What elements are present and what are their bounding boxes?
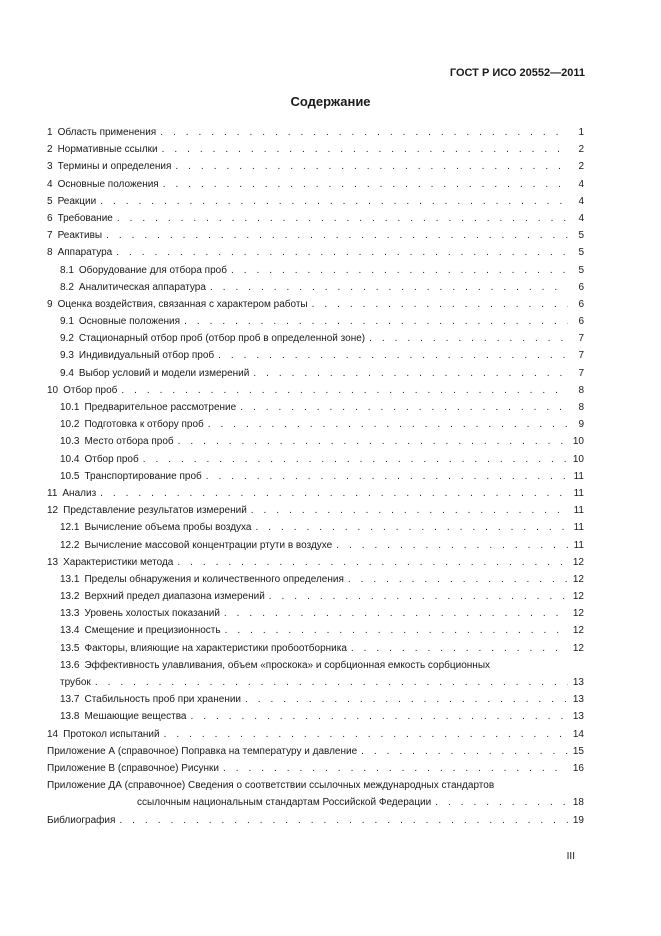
page-title: Содержание <box>290 94 371 109</box>
toc-entry[interactable] <box>47 571 584 588</box>
toc-entry[interactable] <box>47 193 584 210</box>
toc-entry-page: 8 <box>578 402 584 413</box>
toc-entry-title: Нормативные ссылки <box>57 144 158 156</box>
toc-leader-dots <box>312 296 568 313</box>
toc-entry-line <box>60 657 584 674</box>
toc-entry[interactable] <box>47 382 584 399</box>
toc-entry-number: 11 <box>47 487 58 499</box>
toc-entry-page: 11 <box>573 505 584 517</box>
toc-entry-page: 13 <box>572 711 584 723</box>
toc-entry-title: Верхний предел диапазона измерений <box>84 591 265 603</box>
document-id: ГОСТ Р ИСО 20552—2011 <box>449 67 585 79</box>
toc-entry-title: Реакции <box>57 195 97 207</box>
toc-entry-number: 12.2 <box>60 539 80 551</box>
toc-entry-page: 2 <box>578 161 584 173</box>
toc-entry[interactable] <box>47 485 584 502</box>
toc-leader-dots <box>164 726 568 743</box>
toc-entry-title: Эффективность улавливания, объем «проскока» и сорбционная емкость сорбционных <box>84 659 491 671</box>
toc-entry-page: 10 <box>572 453 584 465</box>
toc-entry-page: 4 <box>578 195 584 207</box>
toc-leader-dots <box>117 210 568 227</box>
toc-entry[interactable] <box>47 416 584 433</box>
toc-entry[interactable] <box>47 657 584 691</box>
toc-entry-number: 13 <box>47 556 59 568</box>
toc-entry-number: 10.3 <box>60 436 80 448</box>
toc-entry-page: 9 <box>578 419 584 431</box>
toc-entry-number: 10.5 <box>60 470 80 482</box>
toc-entry-line[interactable] <box>47 794 584 811</box>
toc-entry[interactable] <box>47 726 584 743</box>
toc-leader-dots <box>245 691 568 708</box>
toc-entry-page: 11 <box>573 487 584 499</box>
toc-entry-title-cont: ссылочным национальным стандартам Российской Федерации <box>137 797 432 809</box>
toc-entry-number: 10.1 <box>60 402 80 413</box>
toc-leader-dots <box>121 382 568 399</box>
toc-entry-page: 12 <box>572 556 584 568</box>
toc-entry-page: 7 <box>578 367 584 379</box>
toc-entry-title: Вычисление объема пробы воздуха <box>84 522 252 534</box>
toc-entry-title: Транспортирование проб <box>84 470 202 482</box>
toc-leader-dots <box>119 812 568 829</box>
toc-leader-dots <box>435 794 568 811</box>
toc-entry-page: 5 <box>578 230 584 242</box>
toc-entry[interactable] <box>47 296 584 313</box>
toc-entry-title: Предварительное рассмотрение <box>84 402 237 413</box>
toc-entry-page: 10 <box>572 436 584 448</box>
toc-leader-dots <box>336 537 568 554</box>
toc-entry-number: 10 <box>47 384 59 396</box>
toc-entry-page: 12 <box>572 642 584 654</box>
toc-entry[interactable] <box>47 605 584 622</box>
toc-entry-number: 13.7 <box>60 694 80 706</box>
toc-entry-title: Реактивы <box>57 230 103 242</box>
toc-entry[interactable] <box>47 691 584 708</box>
toc-bibliography[interactable] <box>47 812 584 829</box>
toc-entry-number: 9.3 <box>60 350 74 362</box>
toc-entry[interactable] <box>47 347 584 364</box>
toc-entry-title: Отбор проб <box>84 453 139 465</box>
toc-entry-number: 13.5 <box>60 642 80 654</box>
toc-leader-dots <box>251 502 568 519</box>
toc-entry[interactable] <box>47 640 584 657</box>
toc-entry[interactable] <box>47 708 584 725</box>
toc-leader-dots <box>178 433 568 450</box>
toc-leader-dots <box>160 124 568 141</box>
toc-entry[interactable] <box>47 433 584 450</box>
toc-entry[interactable] <box>47 210 584 227</box>
toc-entry-page: 13 <box>572 694 584 706</box>
toc-leader-dots <box>210 279 568 296</box>
toc-leader-dots <box>369 330 568 347</box>
toc-leader-dots <box>191 708 569 725</box>
page-number: III <box>566 851 575 862</box>
toc-entry[interactable] <box>47 244 584 261</box>
toc-entry-page: 12 <box>572 573 584 585</box>
toc-entry-title: Протокол испытаний <box>63 728 160 740</box>
toc-leader-dots <box>184 313 568 330</box>
toc-entry-number: 13.8 <box>60 711 80 723</box>
toc-leader-dots <box>223 760 568 777</box>
toc-entry-page: 1 <box>578 127 584 138</box>
toc-entry-title: Представление результатов измерений <box>63 505 247 517</box>
toc-entry-number: 10.4 <box>60 453 80 465</box>
toc-leader-dots <box>177 554 568 571</box>
toc-entry-page: 4 <box>578 178 584 190</box>
toc-entry-title: Характеристики метода <box>63 556 174 568</box>
toc-entry-number: 1 <box>47 127 53 138</box>
toc-entry[interactable] <box>47 554 584 571</box>
toc-entry-title-cont: трубок <box>60 677 91 688</box>
toc-entry[interactable] <box>47 399 584 416</box>
toc-leader-dots <box>253 365 568 382</box>
toc-entry-number: 13.2 <box>60 591 80 603</box>
toc-leader-dots <box>240 399 568 416</box>
toc-entry[interactable] <box>47 227 584 244</box>
toc-leader-dots <box>206 468 568 485</box>
toc-entry-page: 7 <box>578 333 584 345</box>
toc-entry-line <box>60 674 584 691</box>
toc-entry-title: Мешающие вещества <box>84 711 187 723</box>
toc-entry-page: 14 <box>572 728 584 740</box>
toc-entry-number: 8.1 <box>60 264 74 276</box>
toc-leader-dots <box>361 743 568 760</box>
toc-entry-title: Стабильность проб при хранении <box>84 694 242 706</box>
toc-entry-number: 9.1 <box>60 316 74 328</box>
toc-entry-title: Анализ <box>62 487 97 499</box>
toc-entry-page: 12 <box>572 608 584 620</box>
toc-leader-dots <box>351 640 568 657</box>
toc-entry-page: 16 <box>572 762 584 774</box>
toc-entry-title: Аналитическая аппаратура <box>78 281 206 293</box>
toc-entry[interactable] <box>47 313 584 330</box>
toc-entry-title: Выбор условий и модели измерений <box>78 367 250 379</box>
toc-entry-page: 5 <box>578 264 584 276</box>
toc-leader-dots <box>224 605 568 622</box>
toc-entry-page: 6 <box>578 316 584 328</box>
toc-entry-title: Подготовка к отбору проб <box>84 419 204 431</box>
toc-entry-title: Основные положения <box>57 178 159 190</box>
toc-entry[interactable] <box>47 124 584 141</box>
toc-entry-number: 12 <box>47 505 59 517</box>
toc-entry-page: 7 <box>578 350 584 362</box>
toc-entry-title: Оборудование для отбора проб <box>78 264 227 276</box>
toc-leader-dots <box>231 262 568 279</box>
toc-entry-number: 14 <box>47 728 59 740</box>
toc-entry-number: 13.4 <box>60 625 80 637</box>
toc-entry-title: Смещение и прецизионность <box>84 625 221 637</box>
toc-entry-page: 11 <box>573 470 584 482</box>
toc-entry[interactable] <box>47 262 584 279</box>
toc-entry-number: 8 <box>47 247 53 259</box>
toc-entry[interactable] <box>47 141 584 158</box>
toc-entry-number: 7 <box>47 230 53 242</box>
toc-entry-title: Библиография <box>47 814 116 826</box>
toc-entry-number: 8.2 <box>60 281 74 293</box>
toc-leader-dots <box>100 193 568 210</box>
toc-entry-title: Оценка воздействия, связанная с характером работы <box>57 298 308 310</box>
toc-leader-dots <box>116 244 568 261</box>
toc-leader-dots <box>163 176 568 193</box>
toc-entry-title: Вычисление массовой концентрации ртути в воздухе <box>84 539 333 551</box>
toc-entry-page: 11 <box>573 539 584 551</box>
toc-entry-number: 12.1 <box>60 522 80 534</box>
toc-entry-page: 12 <box>572 591 584 603</box>
toc-entry-number: 3 <box>47 161 53 173</box>
toc-leader-dots <box>95 674 568 691</box>
toc-entry-title: Термины и определения <box>57 161 172 173</box>
toc-entry-title: Приложение ДА (справочное) Сведения о соответствии ссылочных международных стандартов <box>47 780 495 792</box>
toc-entry-number: 13.1 <box>60 573 80 585</box>
toc-leader-dots <box>218 347 568 364</box>
toc-entry-page: 4 <box>578 212 584 224</box>
toc-entry[interactable] <box>47 622 584 639</box>
toc-entry-title: Требование <box>57 212 113 224</box>
toc-leader-dots <box>100 485 568 502</box>
toc-entry-page: 18 <box>572 797 584 809</box>
toc-entry-title: Основные положения <box>78 316 181 328</box>
toc-entry-title: Уровень холостых показаний <box>84 608 220 620</box>
toc-entry-number: 5 <box>47 195 53 207</box>
toc-entry-title: Область применения <box>57 127 157 138</box>
toc-entry[interactable] <box>47 330 584 347</box>
toc-entry[interactable] <box>47 158 584 175</box>
toc-entry-number: 13.6 <box>60 659 80 671</box>
toc-entry-title: Аппаратура <box>57 247 113 259</box>
toc-entry-page: 6 <box>578 298 584 310</box>
toc-entry-page: 15 <box>572 745 584 757</box>
toc-leader-dots <box>225 622 568 639</box>
toc-leader-dots <box>175 158 568 175</box>
toc-entry[interactable] <box>47 365 584 382</box>
toc-entry-title: Приложение А (справочное) Поправка на температуру и давление <box>47 745 358 757</box>
toc-entry[interactable] <box>47 279 584 296</box>
toc-entry-title: Место отбора проб <box>84 436 174 448</box>
toc-entry-number: 9.2 <box>60 333 74 345</box>
toc-entry-number: 13.3 <box>60 608 80 620</box>
toc-entry-page: 13 <box>572 677 584 688</box>
toc-entry[interactable] <box>47 519 584 536</box>
toc-entry[interactable] <box>47 588 584 605</box>
toc-entry-title: Стационарный отбор проб (отбор проб в определенной зоне) <box>78 333 366 345</box>
toc-entry-number: 9 <box>47 298 53 310</box>
toc-entry-page: 2 <box>578 144 584 156</box>
toc-leader-dots <box>348 571 568 588</box>
toc-entry-title: Пределы обнаружения и количественного определения <box>84 573 344 585</box>
toc-entry-number: 9.4 <box>60 367 74 379</box>
toc-entry-page: 8 <box>578 384 584 396</box>
toc-entry-number: 2 <box>47 144 53 156</box>
toc-entry[interactable] <box>47 468 584 485</box>
toc-entry[interactable] <box>47 760 584 777</box>
toc-entry-page: 11 <box>573 522 584 534</box>
toc-leader-dots <box>208 416 568 433</box>
toc-entry-title: Приложение В (справочное) Рисунки <box>47 762 219 774</box>
toc-entry-page: 19 <box>572 814 584 826</box>
toc-entry-title: Индивидуальный отбор проб <box>78 350 215 362</box>
table-of-contents <box>47 124 584 829</box>
toc-entry-page: 5 <box>578 247 584 259</box>
toc-entry-number: 10.2 <box>60 419 80 431</box>
toc-entry-title: Факторы, влияющие на характеристики пробоотборника <box>84 642 347 654</box>
toc-leader-dots <box>106 227 568 244</box>
toc-entry-title: Отбор проб <box>63 384 118 396</box>
toc-leader-dots <box>143 451 568 468</box>
toc-entry[interactable] <box>47 537 584 554</box>
toc-entry[interactable] <box>47 176 584 193</box>
toc-leader-dots <box>269 588 568 605</box>
toc-entry-page: 6 <box>578 281 584 293</box>
toc-appendix-da[interactable] <box>47 777 584 794</box>
toc-entry[interactable] <box>47 743 584 760</box>
toc-entry-number: 4 <box>47 178 53 190</box>
toc-entry[interactable] <box>47 502 584 519</box>
toc-leader-dots <box>162 141 568 158</box>
toc-leader-dots <box>255 519 568 536</box>
toc-entry-number: 6 <box>47 212 53 224</box>
toc-entry-page: 12 <box>572 625 584 637</box>
toc-entry[interactable] <box>47 451 584 468</box>
